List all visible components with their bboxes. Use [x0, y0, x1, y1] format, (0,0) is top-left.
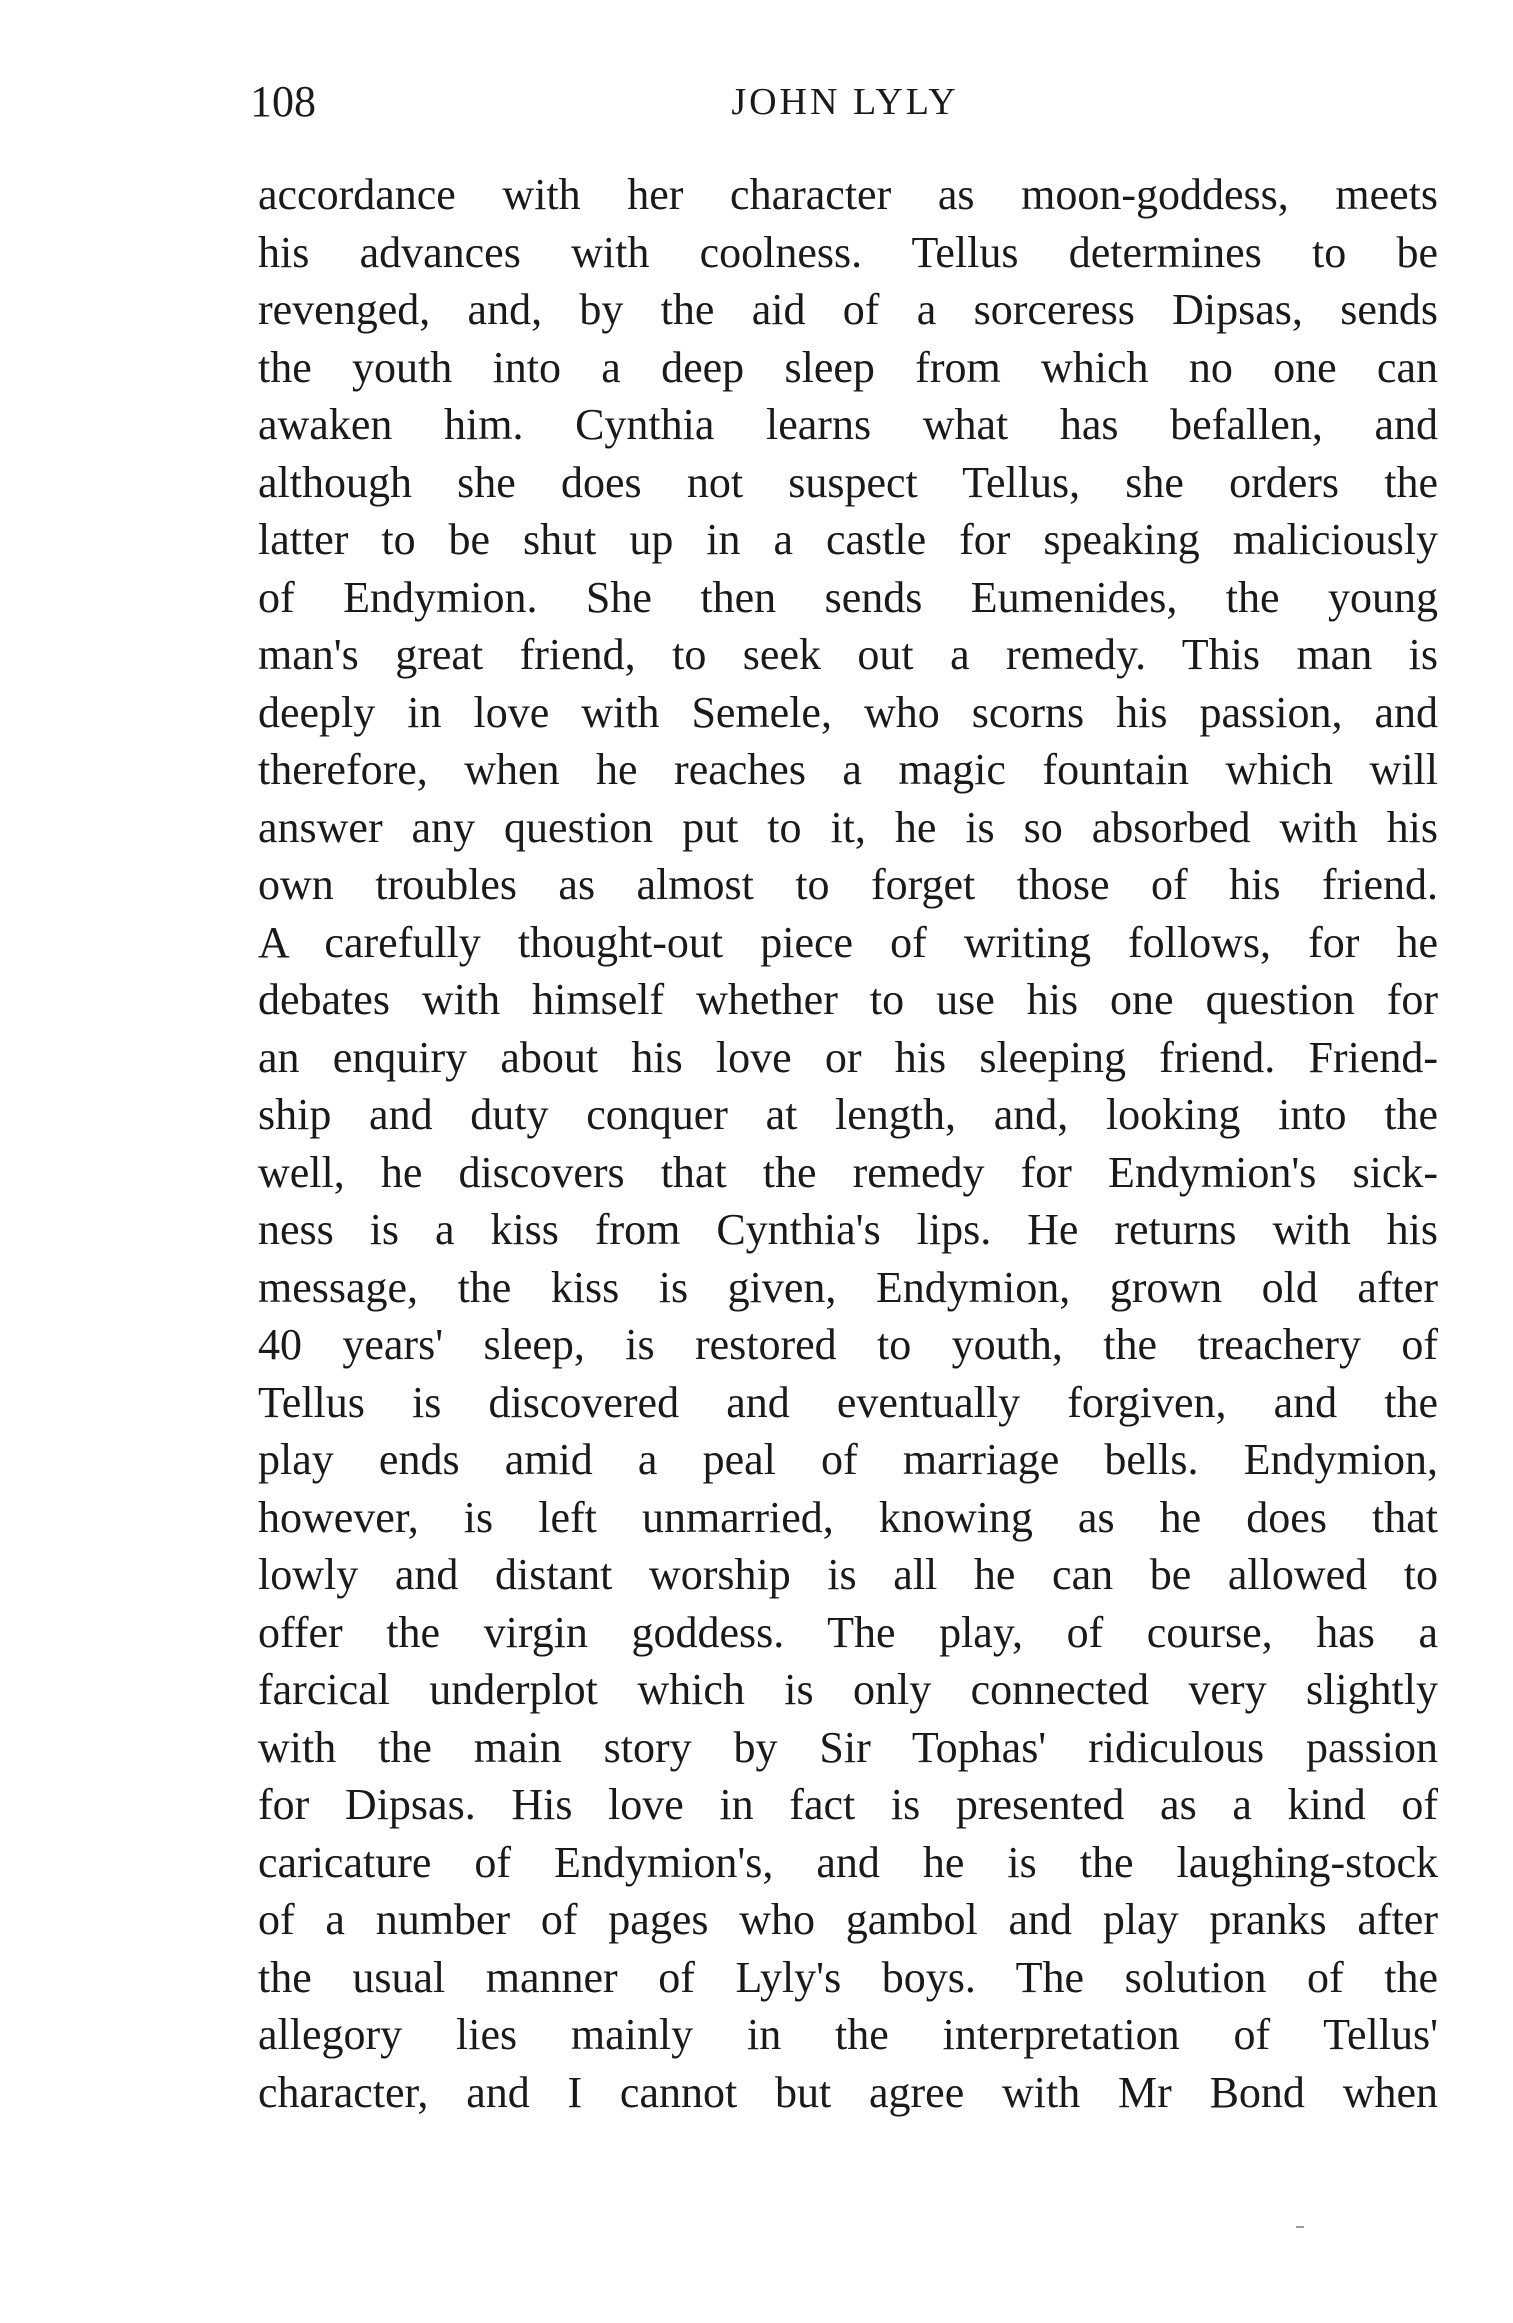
text-line: accordance with her character as moon-goddess, meets — [258, 170, 1438, 219]
text-line: A carefully thought-out piece of writing follows, for he — [258, 917, 1438, 967]
text-line: however, is left unmarried, knowing as he does that — [258, 1492, 1438, 1542]
text-line: revenged, and, by the aid of a sorceress Dipsas, sends — [258, 285, 1438, 334]
text-line: allegory lies mainly in the interpretation of Tellus' — [258, 2010, 1438, 2059]
text-line: message, the kiss is given, Endymion, grown old after — [258, 1262, 1438, 1312]
text-line: lowly and distant worship is all he can be allowed to — [258, 1550, 1438, 1599]
text-line: character, and I cannot but agree with Mr Bond when — [258, 2067, 1438, 2117]
running-head — [250, 72, 1440, 132]
text-line: ship and duty conquer at length, and, looking into the — [258, 1090, 1438, 1139]
text-line: the youth into a deep sleep from which no one can — [258, 342, 1438, 392]
text-line: with the main story by Sir Tophas' ridiculous passion — [258, 1722, 1438, 1772]
text-line: well, he discovers that the remedy for Endymion's sick- — [258, 1147, 1438, 1197]
text-line: of Endymion. She then sends Eumenides, the young — [258, 572, 1438, 622]
text-line: for Dipsas. His love in fact is presented as a kind of — [258, 1780, 1438, 1829]
text-line: his advances with coolness. Tellus determines to be — [258, 227, 1438, 277]
text-line: own troubles as almost to forget those of his friend. — [258, 860, 1438, 909]
scan-speck — [1296, 2226, 1304, 2228]
text-line: 40 years' sleep, is restored to youth, the treachery of — [258, 1320, 1438, 1369]
text-line: offer the virgin goddess. The play, of course, has a — [258, 1607, 1438, 1657]
text-line: play ends amid a peal of marriage bells. Endymion, — [258, 1435, 1438, 1484]
text-line: farcical underplot which is only connected very slightly — [258, 1665, 1438, 1714]
text-line: man's great friend, to seek out a remedy. This man is — [258, 630, 1438, 679]
body-text — [258, 166, 1438, 2126]
text-line: caricature of Endymion's, and he is the laughing-stock — [258, 1837, 1438, 1887]
text-line: ness is a kiss from Cynthia's lips. He returns with his — [258, 1205, 1438, 1254]
text-line: awaken him. Cynthia learns what has befallen, and — [258, 400, 1438, 449]
running-title: JOHN LYLY — [731, 81, 959, 123]
text-line: Tellus is discovered and eventually forgiven, and the — [258, 1377, 1438, 1427]
text-line: answer any question put to it, he is so absorbed with his — [258, 802, 1438, 852]
text-line: latter to be shut up in a castle for speaking maliciously — [258, 515, 1438, 564]
text-line: therefore, when he reaches a magic fountain which will — [258, 745, 1438, 794]
text-line: debates with himself whether to use his one question for — [258, 975, 1438, 1024]
text-line: deeply in love with Semele, who scorns his passion, and — [258, 687, 1438, 737]
page-number: 108 — [250, 77, 316, 126]
text-line: an enquiry about his love or his sleeping friend. Friend- — [258, 1032, 1438, 1082]
text-line: although she does not suspect Tellus, she orders the — [258, 457, 1438, 507]
text-line: the usual manner of Lyly's boys. The solution of the — [258, 1952, 1438, 2002]
text-line: of a number of pages who gambol and play pranks after — [258, 1895, 1438, 1944]
